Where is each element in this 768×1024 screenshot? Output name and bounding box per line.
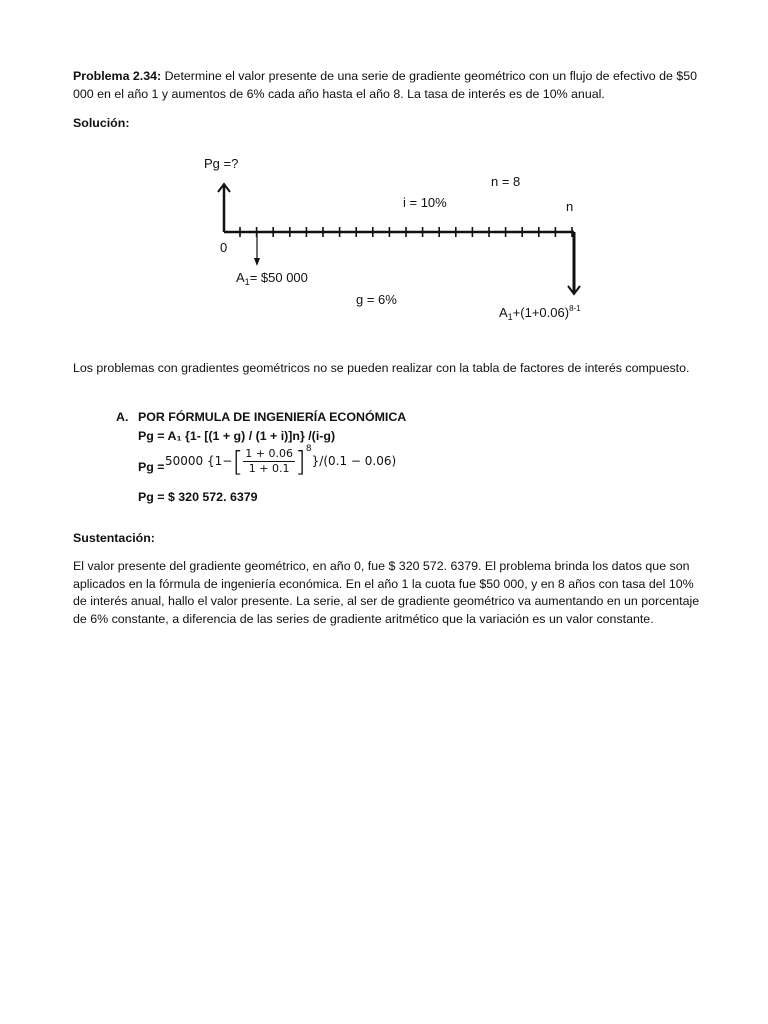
substituted-formula-row — [116, 444, 676, 489]
timeline-ticks — [240, 227, 572, 237]
result-value: Pg = $ 320 572. 6379 — [138, 490, 258, 504]
problem-statement — [73, 68, 709, 103]
section-heading-row — [116, 409, 676, 428]
sustentacion-label: Sustentación: — [73, 531, 155, 545]
general-formula: Pg = A₁ {1- [(1 + g) / (1 + i)]n} /(i-g) — [138, 429, 336, 443]
conclusion-paragraph: El valor presente del gradiente geométrico, en año 0, fue $ 320 572. 6379. El problema brinda los datos que son aplicados en la fórmula de ingeniería económica. En el año 1 la cuota fue $50 000, y en 8 años con tasa del 10% de interés anual, hallo el valor presente. La serie, al ser de gradiente geométrico va aumentando en un porcentaje de 6% constante, a diferencia de las series de gradiente aritmético que la variación es un valor constante. — [73, 559, 700, 626]
solution-label: Solución: — [73, 116, 130, 130]
section-heading: POR FÓRMULA DE INGENIERÍA ECONÓMICA — [138, 410, 407, 424]
cash-flow-diagram — [190, 148, 610, 328]
substituted-formula: 50000 {1−[ $\frac{1 + 0.06}{1 + 0.1}$ ]$^8$}/(0.1 − 0.06) — [165, 444, 397, 478]
n-equals-label: n = 8 — [491, 174, 521, 189]
n-label: n — [566, 199, 574, 214]
a1-label: $A_1=$ $50 000 — [236, 270, 308, 287]
growth-rate-label: g = 6% — [356, 292, 397, 307]
problem-label: Problema 2.34: — [73, 69, 162, 83]
pg-label: Pg =? — [204, 156, 239, 171]
general-formula-row — [116, 428, 676, 447]
list-marker: A. — [116, 410, 129, 424]
period-zero-label: 0 — [220, 240, 228, 255]
final-flow-label: $A_1+(1+0.06)^{8-1}$ — [499, 304, 581, 322]
growth-fraction: $\frac{1 + 0.06}{1 + 0.1}$ — [245, 447, 293, 475]
problem-text: Determine el valor presente de una serie de gradiente geométrico con un flujo de efectivo de $50 000 en el año 1 y aumentos de 6% cada año hasta el año 8. La tasa de interés es de 10% anual. — [73, 69, 698, 101]
note-paragraph: Los problemas con gradientes geométricos no se pueden realizar con la tabla de factores de interés compuesto. — [73, 361, 690, 375]
interest-rate-label: i = 10% — [403, 195, 447, 210]
result-row — [116, 489, 676, 508]
formula-label: Pg = — [138, 460, 165, 474]
method-section — [116, 409, 676, 508]
a1-arrowhead — [254, 258, 260, 266]
